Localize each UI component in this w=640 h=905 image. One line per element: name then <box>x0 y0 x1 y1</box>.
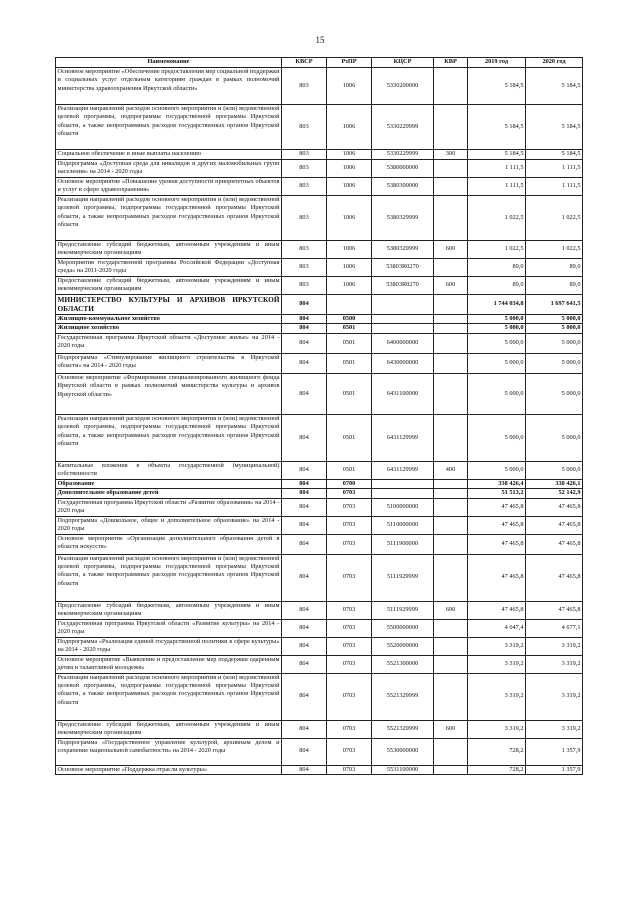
cell-kcsr: 5380329999 <box>372 196 434 241</box>
cell-kvsr: 803 <box>282 178 327 196</box>
header-rzpr: РзПР <box>327 58 372 68</box>
cell-y2019: 728,2 <box>468 765 526 774</box>
table-row <box>56 259 583 277</box>
cell-y2019: 47 465,8 <box>468 516 526 534</box>
cell-kvr <box>434 489 468 498</box>
cell-rzpr: 0501 <box>327 353 372 373</box>
cell-rzpr <box>327 295 372 315</box>
cell-kcsr: 5380000000 <box>372 160 434 178</box>
cell-kvr <box>434 414 468 461</box>
cell-y2020: 5 000,0 <box>526 324 583 333</box>
cell-name: Образование <box>56 479 282 488</box>
cell-y2019: 47 465,8 <box>468 601 526 619</box>
cell-rzpr: 0501 <box>327 333 372 353</box>
cell-y2020: 1 111,5 <box>526 160 583 178</box>
cell-kcsr: 5111929999 <box>372 601 434 619</box>
cell-kcsr: 5380300000 <box>372 178 434 196</box>
cell-y2019: 3 319,2 <box>468 655 526 673</box>
header-kvr: КВР <box>434 58 468 68</box>
cell-rzpr: 1006 <box>327 241 372 259</box>
cell-y2019: 47 465,8 <box>468 534 526 554</box>
cell-y2020: 5 000,0 <box>526 373 583 414</box>
cell-kcsr: 53803R0270 <box>372 259 434 277</box>
cell-name: Основное мероприятие «Обеспечение предоставления мер социальной поддержки и социальных услуг отдельным категориям граждан в рамках полномочий министерства здравоохранения Иркутской области» <box>56 68 282 105</box>
cell-kcsr: 5521329999 <box>372 673 434 720</box>
cell-rzpr: 1006 <box>327 68 372 105</box>
cell-kvr <box>434 738 468 765</box>
cell-name: Подпрограмма «Дошкольное, общее и дополнительное образование» на 2014 - 2020 годы <box>56 516 282 534</box>
cell-kvr <box>434 655 468 673</box>
cell-kvsr: 803 <box>282 150 327 160</box>
cell-name: Основное мероприятие «Выявление и предоставление мер поддержки одаренным детям и талантливой молодежи» <box>56 655 282 673</box>
cell-name: Подпрограмма «Доступная среда для инвалидов и других маломобильных групп населения» на 2014 - 2020 годы <box>56 160 282 178</box>
cell-kvr <box>434 353 468 373</box>
table-row <box>56 554 583 601</box>
cell-y2020: 1 357,9 <box>526 738 583 765</box>
cell-rzpr: 0703 <box>327 619 372 637</box>
cell-kcsr: 5110000000 <box>372 516 434 534</box>
cell-y2019: 5 184,5 <box>468 68 526 105</box>
cell-rzpr: 0703 <box>327 738 372 765</box>
cell-rzpr: 1006 <box>327 178 372 196</box>
cell-kcsr: 5330200000 <box>372 68 434 105</box>
cell-rzpr: 0703 <box>327 765 372 774</box>
cell-kvr <box>434 534 468 554</box>
page-number: 15 <box>315 35 325 45</box>
cell-kvr <box>434 324 468 333</box>
cell-y2019: 1 022,5 <box>468 196 526 241</box>
cell-y2020: 5 184,5 <box>526 105 583 150</box>
cell-kvsr: 804 <box>282 637 327 655</box>
cell-kvr <box>434 619 468 637</box>
cell-kvr: 600 <box>434 277 468 295</box>
cell-kcsr: 5111900000 <box>372 534 434 554</box>
cell-kvr: 600 <box>434 241 468 259</box>
table-row <box>56 241 583 259</box>
header-name: Наименование <box>56 58 282 68</box>
cell-y2020: 52 142,9 <box>526 489 583 498</box>
cell-rzpr: 0501 <box>327 461 372 479</box>
table-row <box>56 461 583 479</box>
table-row <box>56 720 583 738</box>
cell-kvr <box>434 479 468 488</box>
cell-y2020: 5 000,0 <box>526 414 583 461</box>
cell-kvsr: 804 <box>282 498 327 516</box>
cell-kcsr: 6400000000 <box>372 333 434 353</box>
table-row <box>56 105 583 150</box>
cell-kvr <box>434 105 468 150</box>
cell-kcsr <box>372 315 434 324</box>
table-row <box>56 414 583 461</box>
cell-kvr <box>434 178 468 196</box>
table-row <box>56 295 583 315</box>
header-2020: 2020 год <box>526 58 583 68</box>
cell-kcsr: 5330229999 <box>372 150 434 160</box>
header-kcsr: КЦСР <box>372 58 434 68</box>
cell-y2019: 4 047,4 <box>468 619 526 637</box>
cell-y2019: 1 744 034,8 <box>468 295 526 315</box>
cell-kvsr: 804 <box>282 619 327 637</box>
cell-kvsr: 804 <box>282 534 327 554</box>
cell-name: Основное мероприятие «Повышение уровня доступности приоритетных объектов и услуг в сфере здравоохранения» <box>56 178 282 196</box>
cell-kvr: 300 <box>434 150 468 160</box>
cell-name: Предоставление субсидий бюджетным, автономным учреждениям и иным некоммерческим организациям <box>56 601 282 619</box>
cell-kvr <box>434 333 468 353</box>
cell-rzpr: 0703 <box>327 498 372 516</box>
table-row <box>56 489 583 498</box>
cell-kcsr: 6431100000 <box>372 373 434 414</box>
cell-kvr <box>434 315 468 324</box>
cell-y2020: 1 357,9 <box>526 765 583 774</box>
cell-rzpr: 0700 <box>327 479 372 488</box>
cell-y2019: 728,2 <box>468 738 526 765</box>
cell-rzpr: 0703 <box>327 655 372 673</box>
cell-y2020: 47 465,8 <box>526 554 583 601</box>
cell-name: Реализация направлений расходов основного мероприятия и (или) ведомственной целевой программы, подпрограммы государственной программы Иркутской области, а также непрограммных расходов государственных органов Иркутской области <box>56 105 282 150</box>
table-row <box>56 673 583 720</box>
cell-y2020: 5 000,0 <box>526 353 583 373</box>
cell-y2019: 5 000,0 <box>468 333 526 353</box>
table-row <box>56 738 583 765</box>
cell-kcsr: 53803R0270 <box>372 277 434 295</box>
cell-kvr: 400 <box>434 461 468 479</box>
cell-kvsr: 804 <box>282 554 327 601</box>
cell-kvsr: 804 <box>282 414 327 461</box>
cell-y2020: 5 000,0 <box>526 333 583 353</box>
cell-y2020: 47 465,8 <box>526 601 583 619</box>
cell-kcsr <box>372 479 434 488</box>
cell-kvsr: 804 <box>282 324 327 333</box>
cell-kvsr: 804 <box>282 373 327 414</box>
table-row <box>56 333 583 353</box>
cell-kvr <box>434 498 468 516</box>
cell-name: Основное мероприятие «Организация дополнительного образования детей в области искусств» <box>56 534 282 554</box>
cell-y2019: 3 319,2 <box>468 673 526 720</box>
cell-y2020: 1 022,5 <box>526 196 583 241</box>
table-row <box>56 479 583 488</box>
cell-y2020: 1 022,5 <box>526 241 583 259</box>
table-row <box>56 516 583 534</box>
cell-y2020: 3 319,2 <box>526 637 583 655</box>
cell-y2020: 1 111,5 <box>526 178 583 196</box>
cell-name: Предоставление субсидий бюджетным, автономным учреждениям и иным некоммерческим организациям <box>56 277 282 295</box>
cell-name: Государственная программа Иркутской области «Развитие образования» на 2014 - 2020 годы <box>56 498 282 516</box>
table-row <box>56 324 583 333</box>
cell-kcsr: 5530000000 <box>372 738 434 765</box>
cell-y2020: 47 465,8 <box>526 534 583 554</box>
cell-kvsr: 804 <box>282 516 327 534</box>
cell-name: Капитальные вложения в объекты государственной (муниципальной) собственности <box>56 461 282 479</box>
cell-kcsr: 5111929999 <box>372 554 434 601</box>
cell-kvsr: 804 <box>282 461 327 479</box>
cell-kcsr <box>372 324 434 333</box>
cell-y2020: 5 000,0 <box>526 461 583 479</box>
cell-y2019: 5 000,0 <box>468 461 526 479</box>
table-row <box>56 150 583 160</box>
cell-rzpr: 0703 <box>327 720 372 738</box>
cell-name: Предоставление субсидий бюджетным, автономным учреждениям и иным некоммерческим организациям <box>56 720 282 738</box>
cell-rzpr: 0501 <box>327 414 372 461</box>
cell-y2019: 5 000,0 <box>468 353 526 373</box>
cell-kvsr: 804 <box>282 655 327 673</box>
cell-y2019: 5 184,5 <box>468 150 526 160</box>
budget-table <box>55 57 583 775</box>
cell-name: Государственная программа Иркутской области «Доступное жилье» на 2014 - 2020 годы <box>56 333 282 353</box>
cell-kvr <box>434 673 468 720</box>
cell-name: Жилищное хозяйство <box>56 324 282 333</box>
cell-rzpr: 1006 <box>327 160 372 178</box>
cell-kvsr: 804 <box>282 601 327 619</box>
cell-kcsr: 5531100000 <box>372 765 434 774</box>
cell-name: Реализация направлений расходов основного мероприятия и (или) ведомственной целевой программы, подпрограммы государственной программы Иркутской области, а также непрограммных расходов государственных органов Иркутской области <box>56 673 282 720</box>
cell-name: Государственная программа Иркутской области «Развитие культуры» на 2014 - 2020 годы <box>56 619 282 637</box>
cell-rzpr: 0703 <box>327 673 372 720</box>
cell-y2019: 3 319,2 <box>468 637 526 655</box>
cell-kvsr: 804 <box>282 315 327 324</box>
cell-kvr: 600 <box>434 601 468 619</box>
cell-kcsr: 5521300000 <box>372 655 434 673</box>
cell-kvr <box>434 160 468 178</box>
cell-y2019: 5 000,0 <box>468 324 526 333</box>
cell-kvr <box>434 554 468 601</box>
cell-kvsr: 803 <box>282 68 327 105</box>
table-row <box>56 178 583 196</box>
cell-kvsr: 804 <box>282 295 327 315</box>
cell-kcsr: 5521329999 <box>372 720 434 738</box>
cell-kvsr: 804 <box>282 333 327 353</box>
cell-kvsr: 803 <box>282 160 327 178</box>
cell-kvsr: 804 <box>282 353 327 373</box>
cell-kvsr: 804 <box>282 479 327 488</box>
cell-rzpr: 0703 <box>327 637 372 655</box>
cell-kcsr: 6431129999 <box>372 461 434 479</box>
cell-rzpr: 1006 <box>327 259 372 277</box>
cell-rzpr: 1006 <box>327 105 372 150</box>
cell-kcsr: 5520000000 <box>372 637 434 655</box>
cell-kcsr <box>372 295 434 315</box>
cell-y2020: 47 465,8 <box>526 516 583 534</box>
cell-rzpr: 0501 <box>327 373 372 414</box>
cell-kcsr: 6430000000 <box>372 353 434 373</box>
cell-kvr <box>434 637 468 655</box>
cell-y2019: 89,0 <box>468 259 526 277</box>
cell-name: Реализация направлений расходов основного мероприятия и (или) ведомственной целевой программы, подпрограммы государственной программы Иркутской области, а также непрограммных расходов государственных органов Иркутской области <box>56 196 282 241</box>
cell-name: Подпрограмма «Стимулирование жилищного строительства в Иркутской области» на 2014 - 2020 годы <box>56 353 282 373</box>
cell-kvsr: 804 <box>282 738 327 765</box>
table-row <box>56 655 583 673</box>
cell-name: Подпрограмма «Государственное управление культурой, архивным делом и сохранение национальной самобытности» на 2014 - 2020 годы <box>56 738 282 765</box>
cell-y2019: 1 111,5 <box>468 178 526 196</box>
cell-kvsr: 804 <box>282 489 327 498</box>
cell-name: Реализация направлений расходов основного мероприятия и (или) ведомственной целевой программы, подпрограммы государственной программы Иркутской области, а также непрограммных расходов государственных органов Иркутской области <box>56 554 282 601</box>
cell-rzpr: 0501 <box>327 324 372 333</box>
cell-y2020: 89,0 <box>526 259 583 277</box>
table-row <box>56 534 583 554</box>
cell-name: Подпрограмма «Реализация единой государственной политики в сфере культуры» на 2014 - 2020 годы <box>56 637 282 655</box>
cell-name: Реализация направлений расходов основного мероприятия и (или) ведомственной целевой программы, подпрограммы государственной программы Иркутской области, а также непрограммных расходов государственных органов Иркутской области <box>56 414 282 461</box>
table-row <box>56 619 583 637</box>
cell-kcsr: 5330229999 <box>372 105 434 150</box>
table-row <box>56 68 583 105</box>
cell-y2020: 5 184,5 <box>526 150 583 160</box>
cell-kvr: 600 <box>434 720 468 738</box>
cell-y2019: 1 022,5 <box>468 241 526 259</box>
cell-kvsr: 804 <box>282 720 327 738</box>
cell-kvr <box>434 516 468 534</box>
cell-kcsr <box>372 489 434 498</box>
cell-y2020: 338 426,1 <box>526 479 583 488</box>
cell-name: Предоставление субсидий бюджетным, автономным учреждениям и иным некоммерческим организациям <box>56 241 282 259</box>
cell-kcsr: 6431129999 <box>372 414 434 461</box>
cell-y2020: 3 319,2 <box>526 673 583 720</box>
cell-kvr <box>434 196 468 241</box>
table-body <box>56 68 583 775</box>
cell-y2020: 5 184,5 <box>526 68 583 105</box>
cell-kvsr: 804 <box>282 765 327 774</box>
cell-kvr <box>434 295 468 315</box>
table-row <box>56 315 583 324</box>
cell-rzpr: 1006 <box>327 150 372 160</box>
cell-y2019: 89,0 <box>468 277 526 295</box>
cell-kvsr: 803 <box>282 277 327 295</box>
cell-kvr <box>434 373 468 414</box>
cell-kvr <box>434 68 468 105</box>
cell-rzpr: 0703 <box>327 516 372 534</box>
cell-kvsr: 804 <box>282 673 327 720</box>
cell-rzpr: 0703 <box>327 601 372 619</box>
table-row <box>56 637 583 655</box>
cell-y2020: 89,0 <box>526 277 583 295</box>
cell-y2020: 4 677,1 <box>526 619 583 637</box>
cell-kcsr: 5500000000 <box>372 619 434 637</box>
cell-y2020: 3 319,2 <box>526 655 583 673</box>
cell-y2019: 5 184,5 <box>468 105 526 150</box>
cell-kcsr: 5100000000 <box>372 498 434 516</box>
cell-name: Основное мероприятие «Поддержка отрасли культуры» <box>56 765 282 774</box>
cell-y2019: 5 000,0 <box>468 315 526 324</box>
cell-y2019: 47 465,8 <box>468 554 526 601</box>
cell-rzpr: 0500 <box>327 315 372 324</box>
cell-y2019: 1 111,5 <box>468 160 526 178</box>
table-row <box>56 373 583 414</box>
cell-rzpr: 0703 <box>327 554 372 601</box>
table-row <box>56 196 583 241</box>
cell-kvsr: 803 <box>282 105 327 150</box>
cell-rzpr: 0703 <box>327 534 372 554</box>
cell-name: Основное мероприятие «Формирование специализированного жилищного фонда Иркутской области в рамках полномочий министерства культуры и архивов Иркутской области» <box>56 373 282 414</box>
cell-y2020: 5 000,0 <box>526 315 583 324</box>
cell-kvsr: 803 <box>282 196 327 241</box>
cell-y2019: 51 513,2 <box>468 489 526 498</box>
header-2019: 2019 год <box>468 58 526 68</box>
table-row <box>56 160 583 178</box>
cell-kvsr: 803 <box>282 241 327 259</box>
cell-name: Мероприятия государственной программы Российской Федерации «Доступная среда» на 2011-2020 годы <box>56 259 282 277</box>
cell-y2019: 3 319,2 <box>468 720 526 738</box>
cell-rzpr: 1006 <box>327 277 372 295</box>
table-row <box>56 601 583 619</box>
cell-name: Социальное обеспечение и иные выплаты населению <box>56 150 282 160</box>
header-kvsr: КВСР <box>282 58 327 68</box>
table-row <box>56 353 583 373</box>
cell-name: Жилищно-коммунальное хозяйство <box>56 315 282 324</box>
table-header-row <box>56 58 583 68</box>
cell-y2020: 1 697 641,5 <box>526 295 583 315</box>
cell-kvr <box>434 765 468 774</box>
cell-kvr <box>434 259 468 277</box>
cell-kcsr: 5380329999 <box>372 241 434 259</box>
cell-y2019: 5 000,0 <box>468 414 526 461</box>
cell-y2019: 338 426,4 <box>468 479 526 488</box>
cell-y2020: 3 319,2 <box>526 720 583 738</box>
cell-y2019: 47 465,8 <box>468 498 526 516</box>
cell-rzpr: 1006 <box>327 196 372 241</box>
table-row <box>56 498 583 516</box>
cell-kvsr: 803 <box>282 259 327 277</box>
cell-y2020: 47 465,8 <box>526 498 583 516</box>
table-row <box>56 277 583 295</box>
cell-rzpr: 0703 <box>327 489 372 498</box>
cell-name: Дополнительное образование детей <box>56 489 282 498</box>
cell-name: МИНИСТЕРСТВО КУЛЬТУРЫ И АРХИВОВ ИРКУТСКОЙ ОБЛАСТИ <box>57 295 280 313</box>
table-row <box>56 765 583 774</box>
cell-y2019: 5 000,0 <box>468 373 526 414</box>
